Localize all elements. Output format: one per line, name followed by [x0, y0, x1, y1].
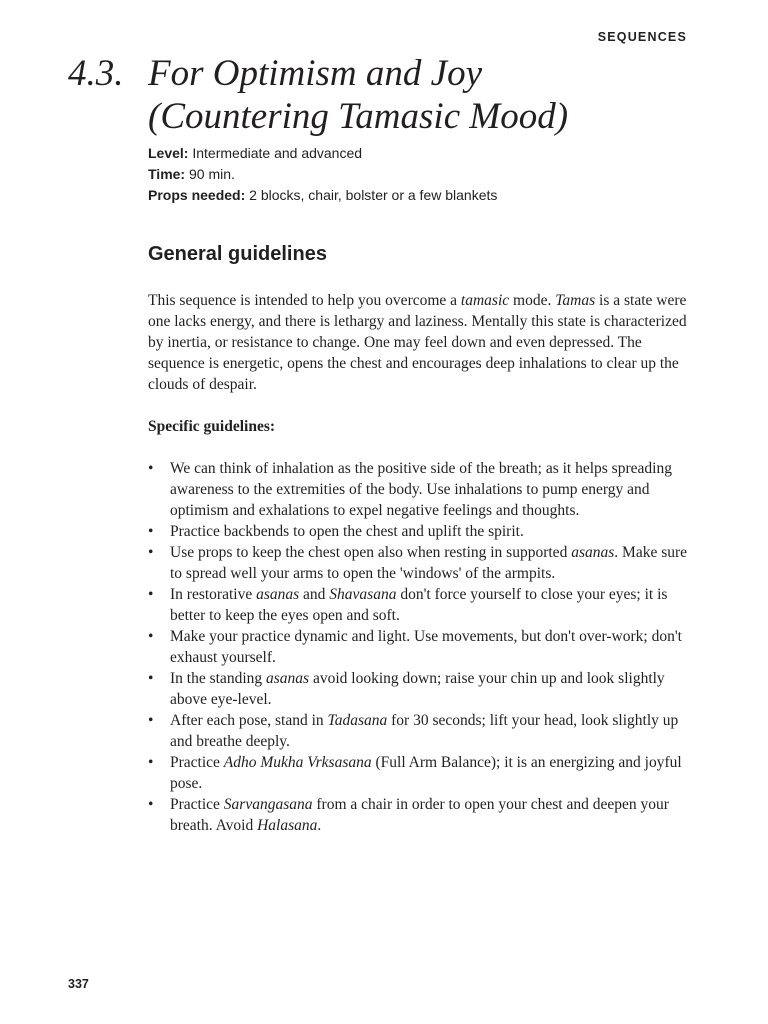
bullet-icon: • — [148, 754, 154, 771]
time-label: Time: — [148, 166, 186, 182]
bullet-text: Practice — [170, 796, 224, 813]
bullet-text: Use props to keep the chest open also when resting in supported — [170, 544, 572, 561]
sequence-meta — [148, 143, 497, 206]
bullet-text: avoid looking down; raise your chin up and look slightly above eye-level. — [170, 670, 665, 708]
bullet-icon: • — [148, 796, 154, 813]
bullet-em: asanas — [571, 544, 615, 561]
bullet-text: Practice — [170, 754, 224, 771]
props-label: Props needed: — [148, 187, 246, 203]
intro-text-1: This sequence is intended to help you overcome a — [148, 292, 461, 309]
level-value: Intermediate and advanced — [188, 145, 363, 161]
bullet-em: Halasana — [257, 817, 318, 834]
list-item — [148, 626, 688, 668]
guidelines-list — [148, 458, 688, 836]
bullet-em: Sarvangasana — [223, 796, 313, 813]
chapter-title — [68, 52, 708, 138]
bullet-icon: • — [148, 670, 154, 687]
bullet-em: asanas — [256, 586, 300, 603]
bullet-icon: • — [148, 628, 154, 645]
title-line-1: For Optimism and Joy — [148, 53, 482, 94]
bullet-icon: • — [148, 712, 154, 729]
list-item — [148, 710, 688, 752]
time-value: 90 min. — [185, 166, 235, 182]
bullet-text: We can think of inhalation as the positive side of the breath; as it helps spreading awareness to the extremities of the body. Use inhalations to pump energy and optimism and exhalations to expel negative feelings and thoughts. — [170, 460, 672, 519]
list-item — [148, 542, 688, 584]
props-value: 2 blocks, chair, bolster or a few blankets — [245, 187, 498, 203]
list-item — [148, 584, 688, 626]
bullet-icon: • — [148, 586, 154, 603]
bullet-text: Practice backbends to open the chest and uplift the spirit. — [170, 523, 524, 540]
list-item — [148, 521, 688, 542]
bullet-text: After each pose, stand in — [170, 712, 328, 729]
section-heading: General guidelines — [148, 243, 327, 265]
bullet-text: from a chair in order to open your chest and deepen your breath. Avoid — [170, 796, 669, 834]
section-number: 4.3. — [68, 53, 124, 94]
bullet-text: for 30 seconds; lift your head, look slightly up and breathe deeply. — [170, 712, 679, 750]
level-row — [148, 143, 497, 164]
list-item — [148, 458, 688, 521]
list-item — [148, 668, 688, 710]
bullet-text: (Full Arm Balance); it is an energizing and joyful pose. — [170, 754, 682, 792]
bullet-text: . — [317, 817, 322, 834]
bullet-icon: • — [148, 523, 154, 540]
bullet-icon: • — [148, 460, 154, 477]
bullet-text: . Make sure to spread well your arms to open the 'windows' of the armpits. — [170, 544, 688, 582]
bullet-em: Tadasana — [327, 712, 388, 729]
intro-em-tamas: Tamas — [555, 292, 596, 309]
intro-em-tamasic: tamasic — [460, 292, 510, 309]
intro-paragraph — [148, 290, 688, 395]
intro-text-3: is a state were one lacks energy, and there is lethargy and laziness. Mentally this state is characterized by inertia, or resistance to change. One may feel down and even depressed. The sequence is energetic, opens the chest and encourages deep inhalations to clear up the clouds of despair. — [148, 292, 687, 393]
bullet-text: and — [299, 586, 330, 603]
bullet-text: Make your practice dynamic and light. Use movements, but don't over-work; don't exhaust yourself. — [170, 628, 682, 666]
bullet-em: Adho Mukha Vrksasana — [223, 754, 372, 771]
list-item — [148, 752, 688, 794]
specific-guidelines-heading: Specific guidelines: — [148, 418, 276, 435]
title-line-2: (Countering Tamasic Mood) — [148, 96, 569, 137]
page-number: 337 — [68, 977, 89, 991]
intro-text-2: mode. — [509, 292, 556, 309]
running-head: SEQUENCES — [597, 30, 687, 44]
bullet-text: In restorative — [170, 586, 257, 603]
bullet-text: In the standing — [170, 670, 266, 687]
bullet-icon: • — [148, 544, 154, 561]
list-item — [148, 794, 688, 836]
level-label: Level: — [148, 145, 189, 161]
bullet-text: don't force yourself to close your eyes; it is better to keep the eyes open and soft. — [170, 586, 668, 624]
time-row — [148, 164, 497, 185]
props-row — [148, 185, 497, 206]
bullet-em: asanas — [266, 670, 310, 687]
bullet-em: Shavasana — [329, 586, 397, 603]
